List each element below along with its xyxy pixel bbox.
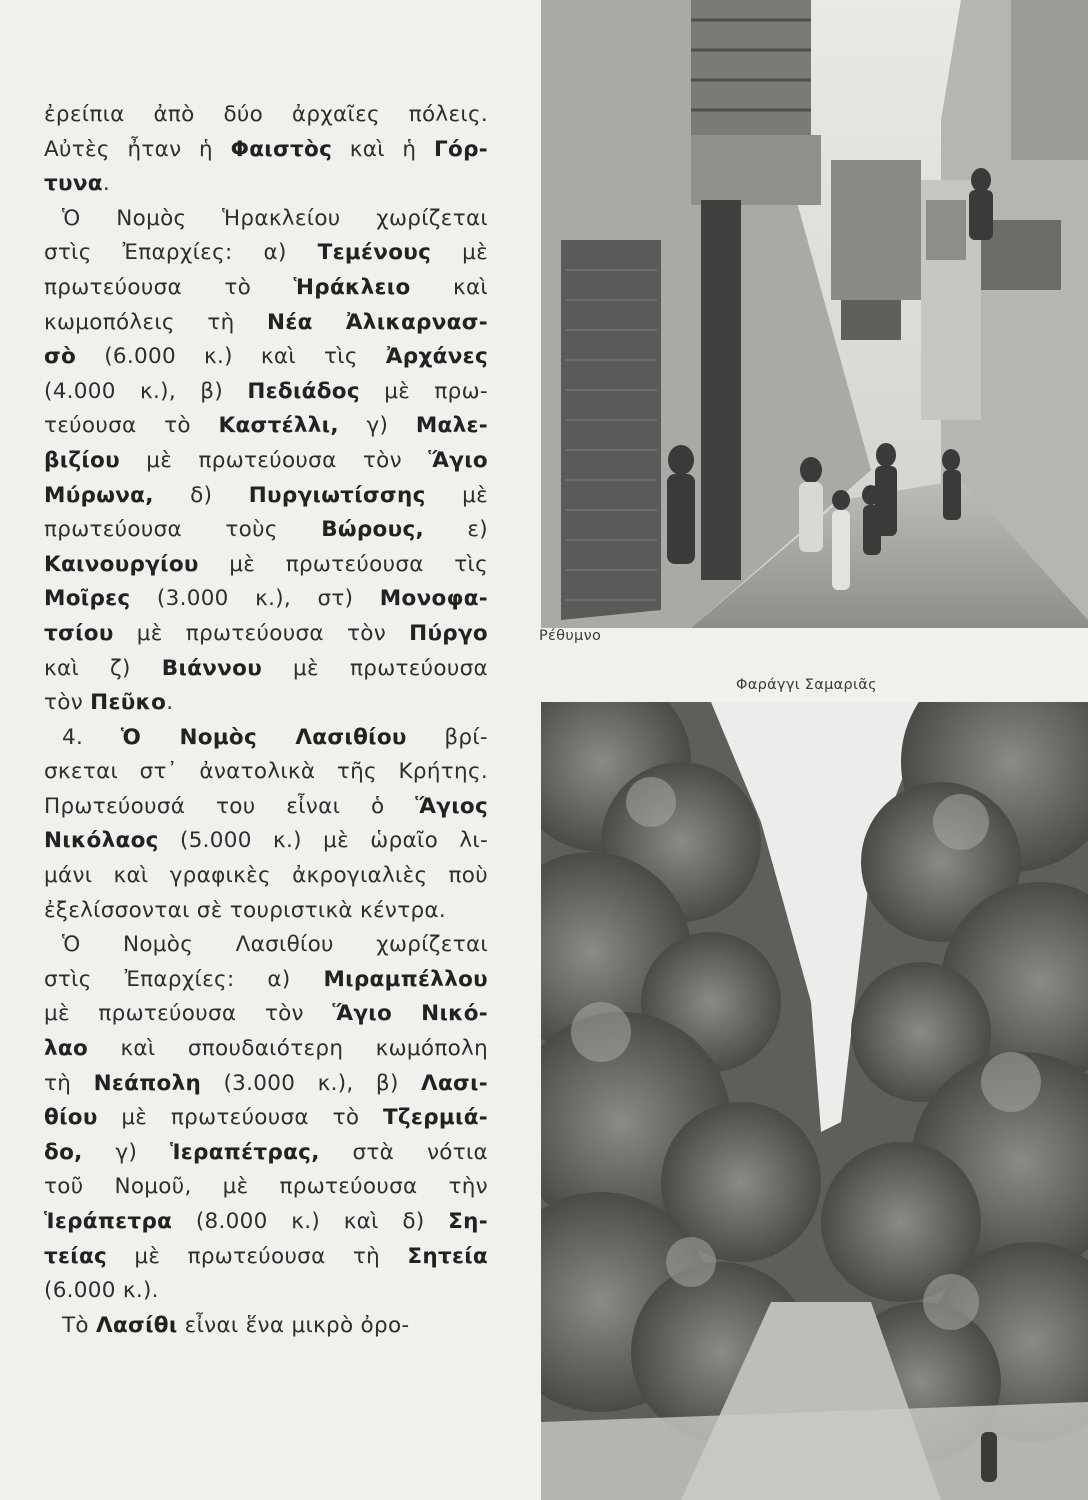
text-line (44, 444, 488, 479)
text-line (44, 133, 488, 168)
text-line (44, 1240, 488, 1275)
text-run: Αὐτὲς ἦταν ἡ (44, 136, 231, 162)
text-run: μὲ (431, 240, 488, 266)
text-line (44, 1101, 488, 1136)
text-run: (6.000 κ.). (44, 1278, 159, 1304)
text-line (44, 340, 488, 375)
text-run: (6.000 κ.) καὶ τὶς (76, 344, 386, 370)
bold-term: Καστέλλι, (218, 413, 339, 439)
text-line (44, 928, 488, 963)
text-run: Τὸ (62, 1312, 97, 1338)
text-line (44, 652, 488, 687)
bold-term: Μονοφα- (379, 586, 488, 612)
text-run: μὲ πρωτεύουσα τὶς (198, 551, 488, 577)
bold-term: Ἡράκλειο (293, 274, 411, 300)
text-run: καὶ ἡ (332, 136, 434, 162)
text-run: στὶς Ἐπαρχίες: α) (44, 966, 324, 992)
bold-term: Σητεία (407, 1243, 488, 1269)
bold-term: Φαιστὸς (230, 136, 333, 162)
bold-term: Μοῖρες (44, 586, 131, 612)
bold-term: Ἅγιος (415, 793, 488, 819)
text-run: κωμοπόλεις τὴ (44, 309, 268, 335)
bold-term: Βώρους, (321, 517, 424, 543)
text-line (44, 1136, 488, 1171)
bold-term: Πυργιωτίσσης (248, 482, 426, 508)
bold-term: Μύρωνα, (44, 482, 154, 508)
text-line (44, 409, 488, 444)
text-line (44, 1032, 488, 1067)
text-run: . (166, 690, 174, 716)
bold-term: Ἀρχάνες (385, 344, 488, 370)
bold-term: Ἱεράπετρα (44, 1209, 173, 1234)
text-line (44, 167, 488, 202)
bold-term: Τζερμιά- (382, 1105, 488, 1131)
text-line (44, 582, 488, 617)
bold-term: Νεάπολη (93, 1070, 202, 1096)
text-run: . (102, 171, 110, 197)
text-run: μὲ πρω- (359, 378, 488, 404)
text-run: μὲ πρωτεύουσα τὸν (119, 447, 429, 473)
text-run: πρωτεύουσα τὸ (44, 274, 294, 300)
bold-term: Πεδιάδος (247, 378, 360, 404)
text-run: τὸν (44, 690, 91, 716)
samaria-gorge-photo (541, 702, 1088, 1500)
text-line (44, 686, 488, 721)
text-run: Πρωτεύουσά του εἶναι ὁ (44, 793, 416, 819)
text-run: (3.000 κ.), στ) (130, 586, 380, 612)
bold-term: Καινουργίου (44, 551, 199, 577)
bold-term: τσίου (44, 620, 114, 646)
text-line (44, 98, 488, 133)
text-run: βρί- (406, 724, 488, 750)
text-run: εἶναι ἕνα μικρὸ ὀρο- (177, 1312, 410, 1338)
text-run: καὶ ζ) (44, 655, 162, 681)
text-line (44, 963, 488, 998)
text-line (44, 236, 488, 271)
text-run: τεύουσα τὸ (44, 413, 219, 439)
text-line (44, 548, 488, 583)
text-line (44, 306, 488, 341)
text-run: μάνι καὶ γραφικὲς ἀκρογιαλιὲς ποὺ (44, 863, 488, 889)
bold-term: Πύργο (409, 620, 488, 646)
text-line (44, 824, 488, 859)
text-line (44, 721, 488, 756)
text-run: τοῦ Νομοῦ, μὲ πρωτεύουσα τὴν (44, 1174, 488, 1200)
text-line (44, 790, 488, 825)
bold-term: Τεμένους (317, 240, 432, 266)
bold-term: Ὁ Νομὸς Λασιθίου (120, 724, 407, 750)
text-line (44, 479, 488, 514)
text-line (44, 755, 488, 790)
text-line (44, 1067, 488, 1102)
bold-term: Μιραμπέλλου (323, 966, 488, 992)
text-line (44, 271, 488, 306)
text-run: δ) (153, 482, 249, 508)
bottom-photo-caption: Φαράγγι Σαμαριᾶς (736, 677, 877, 693)
text-run: στὰ νότια (319, 1139, 488, 1165)
text-run: Ὁ Νομὸς Ἡρακλείου χωρίζεται (62, 205, 488, 231)
text-run: καὶ (410, 274, 489, 300)
text-line (44, 1274, 488, 1309)
text-run: (5.000 κ.) μὲ ὡραῖο λι- (158, 828, 488, 854)
bold-term: Νικόλαος (44, 828, 159, 854)
bold-term: βιζίου (44, 447, 120, 473)
bold-term: Μαλε- (415, 413, 489, 439)
text-run: (3.000 κ.), β) (201, 1070, 422, 1096)
text-line (44, 1309, 488, 1344)
text-line (44, 617, 488, 652)
text-line (44, 894, 488, 929)
text-run: μὲ (425, 482, 488, 508)
text-run: γ) (82, 1139, 170, 1165)
text-line (44, 1205, 488, 1240)
text-run: τὴ (44, 1070, 94, 1096)
text-run: ἐρείπια ἀπὸ δύο ἀρχαῖες πόλεις. (44, 102, 488, 127)
bold-term: Λασίθι (96, 1312, 178, 1338)
bold-term: λαο (44, 1036, 89, 1062)
bold-term: τυνα (44, 171, 103, 197)
bold-term: δο, (44, 1139, 83, 1165)
text-run: Ὁ Νομὸς Λασιθίου χωρίζεται (62, 932, 488, 958)
text-run: (8.000 κ.) καὶ δ) (172, 1209, 449, 1234)
bold-term: Ἅγιο (428, 447, 488, 473)
bold-term: Ἱεραπέτρας, (169, 1139, 320, 1165)
bold-term: Ση- (448, 1209, 488, 1234)
text-run: μὲ πρωτεύουσα τὴ (107, 1243, 408, 1269)
bold-term: Ἅγιο Νικό- (332, 1001, 488, 1027)
top-photo-caption: Ρέθυμνο (539, 628, 602, 644)
body-text-column (44, 98, 488, 1343)
text-run: μὲ πρωτεύουσα τὸ (97, 1105, 383, 1131)
text-run: μὲ πρωτεύουσα τὸν (44, 1001, 333, 1027)
bold-term: σὸ (44, 344, 77, 370)
text-run: (4.000 κ.), β) (44, 378, 248, 404)
bold-term: τείας (44, 1243, 108, 1269)
text-line (44, 375, 488, 410)
gorge-scene-illustration (541, 702, 1088, 1500)
bold-term: Λασι- (421, 1070, 488, 1096)
text-run: σκεται στ᾽ ἀνατολικὰ τῆς Κρήτης. (44, 759, 488, 785)
text-line (44, 513, 488, 548)
rethymno-street-photo (541, 0, 1088, 628)
bold-term: Πεῦκο (90, 690, 167, 716)
bold-term: Βιάννου (161, 655, 263, 681)
bold-term: Νέα Ἀλικαρνασ- (267, 309, 488, 335)
bold-term: Γόρ- (434, 136, 488, 162)
text-run: ἐξελίσσονται σὲ τουριστικὰ κέντρα. (44, 897, 447, 923)
text-run: γ) (338, 413, 416, 439)
text-run: στὶς Ἐπαρχίες: α) (44, 240, 318, 266)
text-run: καὶ σπουδαιότερη κωμόπολη (88, 1036, 488, 1062)
text-run: μὲ πρωτεύουσα (262, 655, 488, 681)
text-line (44, 997, 488, 1032)
text-line (44, 1170, 488, 1205)
text-run: 4. (62, 724, 121, 750)
text-line (44, 202, 488, 237)
street-scene-illustration (541, 0, 1088, 628)
text-line (44, 859, 488, 894)
text-run: πρωτεύουσα τοὺς (44, 517, 322, 543)
text-run: μὲ πρωτεύουσα τὸν (113, 620, 410, 646)
bold-term: θίου (44, 1105, 98, 1131)
text-run: ε) (423, 517, 488, 543)
